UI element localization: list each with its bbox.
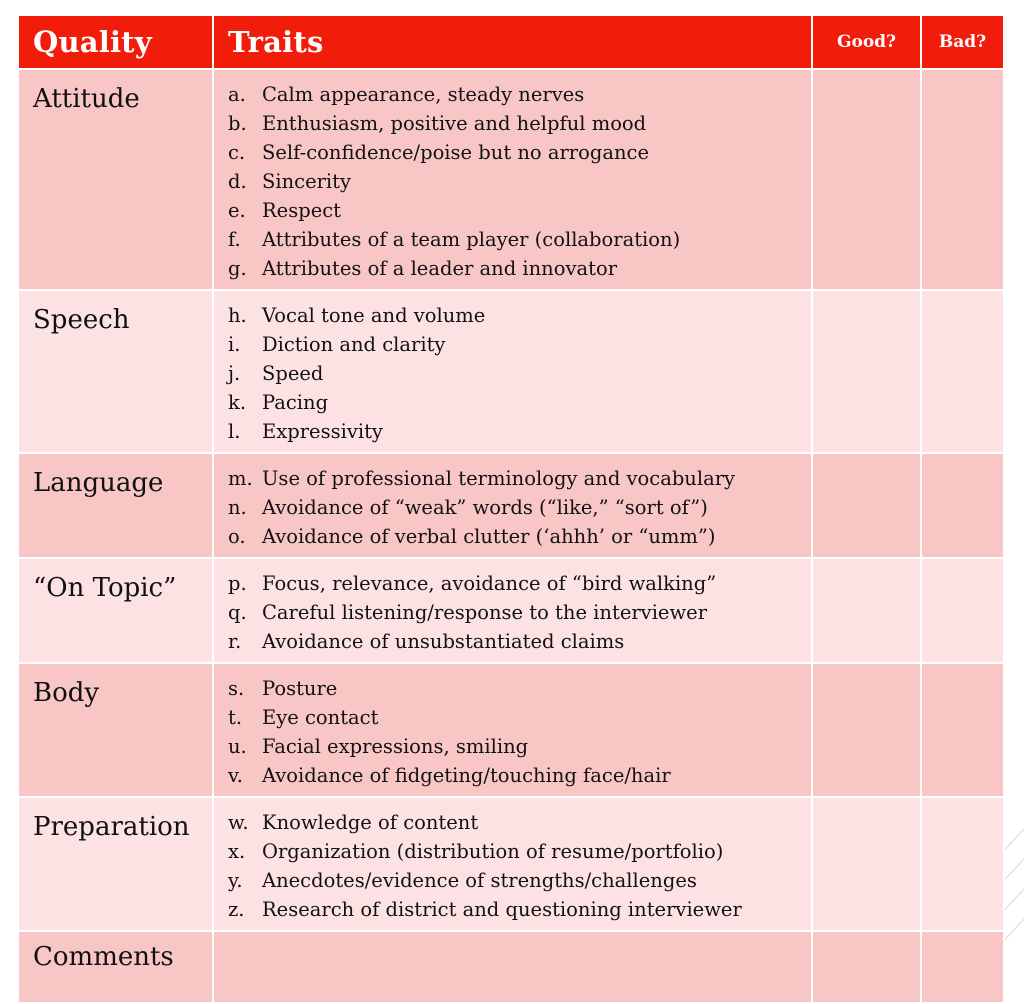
trait-text: Sincerity [262,170,352,193]
list-item [228,330,811,359]
trait-text: Diction and clarity [262,333,446,356]
list-item [228,109,811,138]
header-quality: Quality [19,16,212,68]
trait-text: Avoidance of “weak” words (“like,” “sort of”) [262,496,708,519]
trait-letter: p. [228,572,247,595]
bad-checkbox-cell[interactable] [922,798,1003,930]
good-checkbox-cell[interactable] [813,70,920,289]
trait-text: Expressivity [262,420,383,443]
traits-cell [214,291,811,452]
table-row [19,291,1003,452]
table-row [19,798,1003,930]
trait-text: Use of professional terminology and vocabulary [262,467,736,490]
trait-text: Attributes of a leader and innovator [262,257,618,280]
trait-letter: k. [228,391,247,414]
list-item [228,895,811,924]
trait-list [228,569,811,656]
trait-text: Respect [262,199,342,222]
good-checkbox-cell[interactable] [813,559,920,662]
trait-text: Facial expressions, smiling [262,735,529,758]
good-checkbox-cell[interactable] [813,454,920,557]
trait-letter: e. [228,199,246,222]
trait-list [228,464,811,551]
trait-text: Self-confidence/poise but no arrogance [262,141,650,164]
header-bad: Bad? [922,16,1003,68]
trait-letter: j. [228,362,241,385]
quality-cell: Language [19,454,212,557]
list-item [228,674,811,703]
list-item [228,627,811,656]
quality-cell: Attitude [19,70,212,289]
list-item [228,464,811,493]
list-item [228,761,811,790]
trait-letter: x. [228,840,246,863]
trait-letter: n. [228,496,247,519]
list-item [228,493,811,522]
trait-text: Research of district and questioning interviewer [262,898,742,921]
traits-cell [214,664,811,796]
list-item [228,417,811,446]
list-item [228,80,811,109]
list-item [228,522,811,551]
bad-checkbox-cell[interactable] [922,454,1003,557]
list-item [228,254,811,283]
quality-cell: “On Topic” [19,559,212,662]
table-row [19,70,1003,289]
bad-checkbox-cell[interactable] [922,664,1003,796]
traits-cell [214,932,811,1002]
traits-cell [214,70,811,289]
list-item [228,569,811,598]
trait-list [228,674,811,790]
quality-cell: Speech [19,291,212,452]
trait-letter: v. [228,764,243,787]
quality-cell: Body [19,664,212,796]
trait-letter: q. [228,601,247,624]
trait-letter: r. [228,630,242,653]
trait-text: Vocal tone and volume [262,304,486,327]
trait-letter: s. [228,677,245,700]
good-checkbox-cell[interactable] [813,932,920,1002]
trait-text: Avoidance of verbal clutter (‘ahhh’ or “umm”) [262,525,716,548]
bad-checkbox-cell[interactable] [922,932,1003,1002]
table-row [19,559,1003,662]
trait-letter: c. [228,141,246,164]
quality-cell: Comments [19,932,212,1002]
list-item [228,837,811,866]
trait-letter: b. [228,112,247,135]
trait-list [228,80,811,283]
table-row [19,932,1003,1002]
list-item [228,866,811,895]
quality-cell: Preparation [19,798,212,930]
bad-checkbox-cell[interactable] [922,70,1003,289]
list-item [228,196,811,225]
table-row [19,664,1003,796]
trait-text: Anecdotes/evidence of strengths/challenges [262,869,697,892]
list-item [228,732,811,761]
good-checkbox-cell[interactable] [813,664,920,796]
trait-letter: i. [228,333,241,356]
trait-text: Organization (distribution of resume/portfolio) [262,840,724,863]
header-good: Good? [813,16,920,68]
trait-text: Speed [262,362,324,385]
trait-text: Knowledge of content [262,811,479,834]
header-traits: Traits [214,16,811,68]
list-item [228,301,811,330]
trait-letter: z. [228,898,245,921]
trait-letter: t. [228,706,243,729]
trait-text: Pacing [262,391,329,414]
trait-text: Eye contact [262,706,379,729]
list-item [228,598,811,627]
trait-text: Careful listening/response to the interviewer [262,601,708,624]
trait-letter: l. [228,420,241,443]
trait-text: Calm appearance, steady nerves [262,83,585,106]
trait-letter: m. [228,467,253,490]
trait-text: Focus, relevance, avoidance of “bird walking” [262,572,717,595]
header-row [19,16,1003,68]
list-item [228,167,811,196]
trait-letter: h. [228,304,247,327]
trait-letter: u. [228,735,247,758]
trait-text: Avoidance of unsubstantiated claims [262,630,625,653]
list-item [228,808,811,837]
trait-list [228,808,811,924]
trait-text: Avoidance of fidgeting/touching face/hair [262,764,671,787]
bad-checkbox-cell[interactable] [922,291,1003,452]
list-item [228,388,811,417]
traits-cell [214,559,811,662]
list-item [228,703,811,732]
list-item [228,225,811,254]
trait-letter: d. [228,170,247,193]
list-item [228,359,811,388]
trait-letter: g. [228,257,247,280]
trait-text: Posture [262,677,338,700]
trait-letter: o. [228,525,246,548]
bad-checkbox-cell[interactable] [922,559,1003,662]
trait-text: Attributes of a team player (collaboration) [262,228,681,251]
list-item [228,138,811,167]
table-row [19,454,1003,557]
trait-letter: f. [228,228,241,251]
trait-letter: a. [228,83,246,106]
good-checkbox-cell[interactable] [813,291,920,452]
trait-letter: y. [228,869,243,892]
traits-cell [214,454,811,557]
good-checkbox-cell[interactable] [813,798,920,930]
trait-letter: w. [228,811,249,834]
interview-rubric-table [17,14,1005,1004]
traits-cell [214,798,811,930]
trait-text: Enthusiasm, positive and helpful mood [262,112,647,135]
trait-list [228,301,811,446]
